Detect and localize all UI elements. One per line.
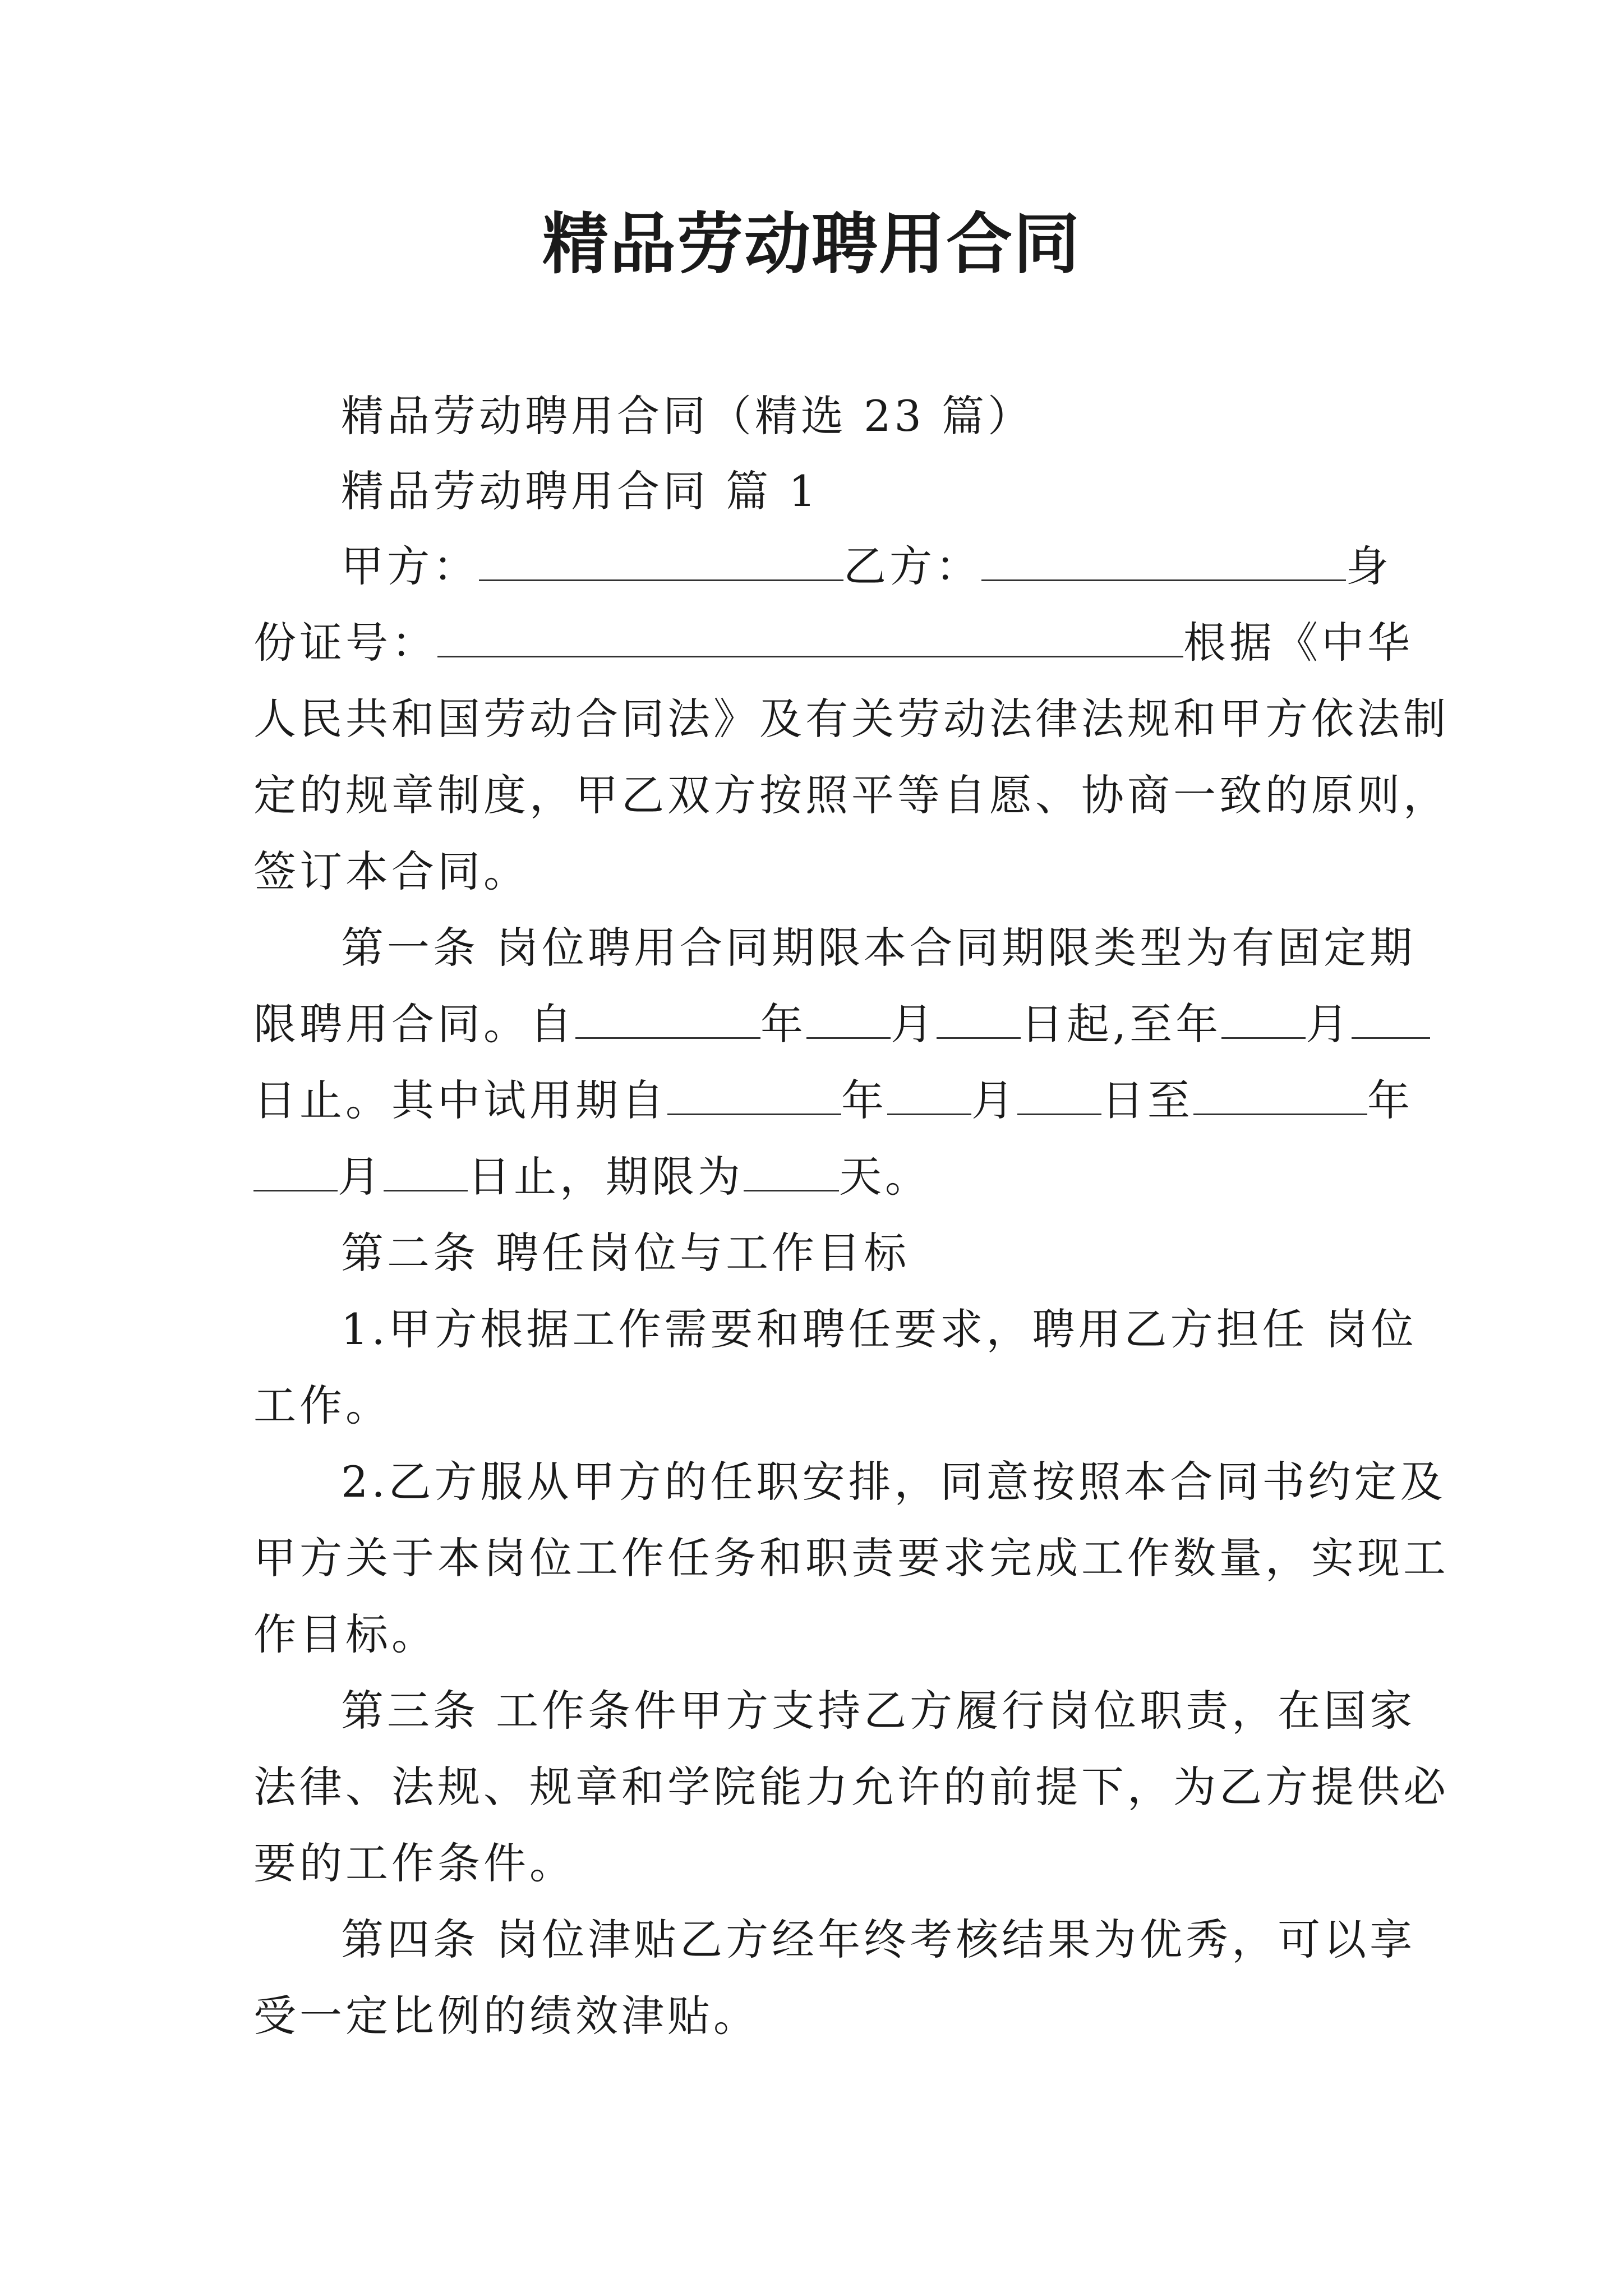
text-segment: 年 (1367, 1075, 1413, 1125)
text-segment: 月 (971, 1075, 1017, 1125)
article-2-item-1-line-1: 1.甲方根据工作需要和聘任要求，聘用乙方担任 岗位 (341, 1304, 1417, 1354)
id-number-blank[interactable] (437, 615, 1183, 657)
party-b-label: 乙方： (843, 541, 981, 591)
intro-start: 根据《中华 (1183, 618, 1413, 668)
intro-line-3: 签订本合同。 (253, 846, 529, 896)
article-4-line-2: 受一定比例的绩效津贴。 (253, 1991, 759, 2041)
start-year-blank[interactable] (575, 997, 760, 1039)
trial-start-day-blank[interactable] (1017, 1073, 1101, 1115)
text-segment: 限聘用合同。自 (253, 999, 575, 1049)
article-1-line-4 (253, 1149, 931, 1205)
text-segment: 日止。其中试用期自 (253, 1075, 667, 1125)
start-day-blank[interactable] (937, 997, 1021, 1039)
trial-start-month-blank[interactable] (887, 1073, 971, 1115)
article-2-heading: 第二条 聘任岗位与工作目标 (341, 1228, 910, 1278)
document-title: 精品劳动聘用合同 (542, 205, 1081, 283)
article-1-line-1: 第一条 岗位聘用合同期限本合同期限类型为有固定期 (341, 923, 1416, 973)
intro-line-2: 定的规章制度，甲乙双方按照平等自愿、协商一致的原则， (253, 770, 1449, 820)
chapter-heading: 精品劳动聘用合同 篇 1 (341, 466, 819, 516)
article-2-item-2-line-3: 作目标。 (253, 1609, 437, 1659)
text-segment: 日起,至年 (1021, 999, 1222, 1049)
text-segment: 日止，期限为 (468, 1152, 744, 1202)
end-day-blank[interactable] (1352, 997, 1430, 1039)
article-4-line-1: 第四条 岗位津贴乙方经年终考核结果为优秀，可以享 (341, 1915, 1416, 1964)
parties-line (341, 539, 1392, 595)
trial-start-year-blank[interactable] (667, 1073, 841, 1115)
trial-end-month-blank[interactable] (253, 1149, 338, 1191)
id-number-label: 份证号： (253, 618, 437, 668)
party-a-blank[interactable] (479, 539, 843, 581)
document-subtitle: 精品劳动聘用合同（精选 23 篇） (341, 391, 1034, 441)
text-segment: 年 (760, 999, 806, 1049)
text-segment: 年 (841, 1075, 887, 1125)
trial-days-blank[interactable] (744, 1149, 839, 1191)
article-2-item-2-line-1: 2.乙方服从甲方的任职安排，同意按照本合同书约定及 (341, 1457, 1446, 1507)
intro-line-1: 人民共和国劳动合同法》及有关劳动法律法规和甲方依法制 (253, 694, 1449, 744)
text-segment: 月 (891, 999, 937, 1049)
text-segment: 月 (1306, 999, 1352, 1049)
id-label-start: 身 (1346, 541, 1392, 591)
article-2-item-1-line-2: 工作。 (253, 1381, 391, 1430)
trial-end-day-blank[interactable] (384, 1149, 468, 1191)
start-month-blank[interactable] (806, 997, 891, 1039)
id-number-line (253, 615, 1413, 671)
article-3-line-1: 第三条 工作条件甲方支持乙方履行岗位职责，在国家 (341, 1686, 1416, 1736)
trial-end-year-blank[interactable] (1193, 1073, 1367, 1115)
article-1-line-3 (253, 1073, 1413, 1129)
article-3-line-2: 法律、法规、规章和学院能力允许的前提下，为乙方提供必 (253, 1762, 1449, 1812)
party-a-label: 甲方： (341, 541, 479, 591)
text-segment: 月 (338, 1152, 384, 1202)
end-month-blank[interactable] (1221, 997, 1306, 1039)
article-2-item-2-line-2: 甲方关于本岗位工作任务和职责要求完成工作数量，实现工 (253, 1533, 1449, 1583)
text-segment: 天。 (839, 1152, 931, 1202)
article-3-line-3: 要的工作条件。 (253, 1838, 575, 1888)
party-b-blank[interactable] (981, 539, 1346, 581)
article-1-line-2 (253, 996, 1430, 1052)
text-segment: 日至 (1101, 1075, 1193, 1125)
